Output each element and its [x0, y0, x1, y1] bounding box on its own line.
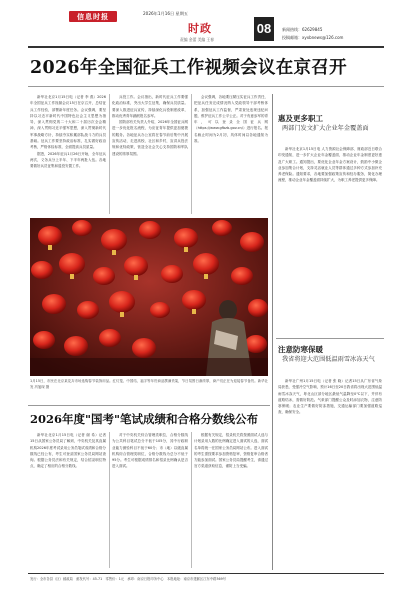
masthead-logo: 信息时报 — [69, 11, 117, 22]
page-number-box: 08 — [254, 17, 274, 41]
sidebar2-body: 新华社广州1月15日电（记者 张 晓）记者15日从广东省气象局获悉，受强冷空气影响，预计16日至20日我省将出现大范围低温雨雪冰冻天气，粤北山区部分地区最低气温降至0℃以下，并伴有道路结冰，需做好防范。气象部门提醒公众及时添加衣物，注意防寒保暖；农业生产要做好防冻措施，交通运输部门要加强道路巡查，确保安全。 — [278, 379, 382, 415]
lead-col-3: 会议强调，各地要压紧压实征兵工作责任，把征兵任务完成情况纳入党政领导干部考核体系，加强征兵工作监督，严肃查处违规违纪问题，维护征兵工作公平公正。对于有意参军的青年，可以登录全国征兵网（https://www.gfbzb.gov.cn/）进行报名。报名截止时间为2月初，具体时间以各地通知为准。 — [194, 95, 268, 144]
col-divider — [109, 432, 110, 568]
editors-line: 责编 金蕾 美编 王春 — [180, 37, 214, 42]
header-rule — [28, 46, 384, 48]
section-title: 时政 — [188, 22, 212, 35]
sidebar2-rule — [276, 338, 384, 339]
hotline: 新闻热线：62629845 — [282, 27, 323, 32]
sidebar2-title: 我省将迎大范围低温雨雪冰冻天气 — [282, 356, 375, 363]
lead-headline: 2026年全国征兵工作视频会议在京召开 — [30, 58, 347, 78]
story2-headline: 2026年度"国考"笔试成绩和合格分数线公布 — [30, 412, 258, 426]
lead-col-2: 兵役工作。会议指出，新时代征兵工作要强化政治标准，突出大学生征集，确保兵员质量。要深入推进征兵宣传，持续深化兵役制度改革，推动优秀青年踊跃报名参军。 国防部有关负责人介绍，2026年全国征兵网进一步优化报名流程，为应征青年提供更加便捷的服务。各地征兵办公室将在春节前后集中开展宣传活动，走进高校、社区和乡村，宣讲兵役法规和优待政策，营造全社会关心支持国防和军队建设的浓厚氛围。 — [112, 95, 188, 156]
sidebar1-body: 新华社北京1月15日电 人力资源社会保障部、财政部近日联合印发通知，进一步扩大企业年金覆盖面，推动企业年金制度更好惠及广大职工。通知提出，要优化企业年金方案设计，鼓励中小微企业参加集合计划，支持灵活就业人员等群体通过多种方式参加补充养老保险。通知要求，各地要加强政策宣传和经办服务，简化办理流程，推动企业年金覆盖面持续扩大，为职工养老提供更多保障。 — [278, 147, 382, 183]
headline-rule — [28, 86, 384, 87]
lantern-market-photo — [30, 218, 268, 376]
date-line: 2026年1月16日 星期五 — [143, 11, 189, 16]
story2-col-1: 新华社北京1月15日电（记者 谢 希）记者15日从国家公务员局了解到，中央机关及其直属机构2026年度考试录用公务员笔试成绩和合格分数线已经公布，考生可登录国家公务员局网站查询。根据公务员法和有关规定，结合招录职位特点，确定了相应的合格分数线。 — [30, 433, 106, 469]
footer-rule — [28, 573, 384, 574]
story2-col-3: 根据有关规定，招录机关将按照面试人选与计划录用人数的比例确定进入面试的人选，面试名单将统一在国家公务员局网站公布。进入面试的考生需按要求参加资格复审，资格复审合格者方能参加面试。国家公务员局提醒考生，请通过官方渠道获取信息，谨防上当受骗。 — [194, 433, 268, 469]
story2-top-rule — [28, 405, 270, 406]
col-divider — [191, 94, 192, 214]
email: 投稿邮箱：xyxbnews@126.com — [282, 35, 344, 40]
sidebar1-kicker: 惠及更多职工 — [278, 114, 323, 123]
story2-col-2: 对于中央机关综合管理类职位，合格分数线为公共科目笔试总分不低于105分，其中行政职业能力测验科目不低于60分；市（地）以级直属机构综合管理类职位，合格分数线为总分不低于95分。考生可根据成绩排名和招录比例确认是否进入面试。 — [112, 433, 188, 469]
sidebar-divider — [272, 94, 273, 570]
col-divider — [109, 94, 110, 214]
col-divider — [191, 432, 192, 568]
photo-caption: 1月15日，市民在北京某花卉市场选购春节装饰用品。红灯笼、中国结、福字等年货商品摆满货架，节日氛围日渐浓厚，商户们正在为迎接春节备货。新华社 发 冯旭琛 摄 — [30, 379, 268, 389]
sidebar1-title: 两部门发文扩大企业年金覆盖面 — [282, 125, 369, 132]
footer-line: 发行：全市各县（区）邮政局 邮发代号：45-71 零售价：1元 承印：南京日报印务中心 本报地址：南京市建邺区江东中路369号 — [30, 577, 227, 581]
sidebar2-kicker: 注意防寒保暖 — [278, 345, 323, 354]
lead-col-1: 新华社北京1月15日电（记者 李 燕）2026年全国征兵工作视频会议15日在京召开，总结征兵工作经验，部署新年度任务。会议强调，要坚持以习近平新时代中国特色社会主义思想为指导，深入贯彻党的二十大和二十届历次全会精神，深入贯彻习近平强军思想，深入贯彻新时代军事战略方针，持续夯实积累部队战斗力的兵员基础。征兵工作要坚持政治标准，扎实做好政治考核，严格体检标准，全面提高兵员质量。 据悉，2026年征兵1月26日开始，全年征兵两次，义务兵分上半年、下半年两批入伍。各地要做好兵员征集和退役安置工作。 — [30, 95, 106, 169]
news-photo — [30, 218, 268, 376]
